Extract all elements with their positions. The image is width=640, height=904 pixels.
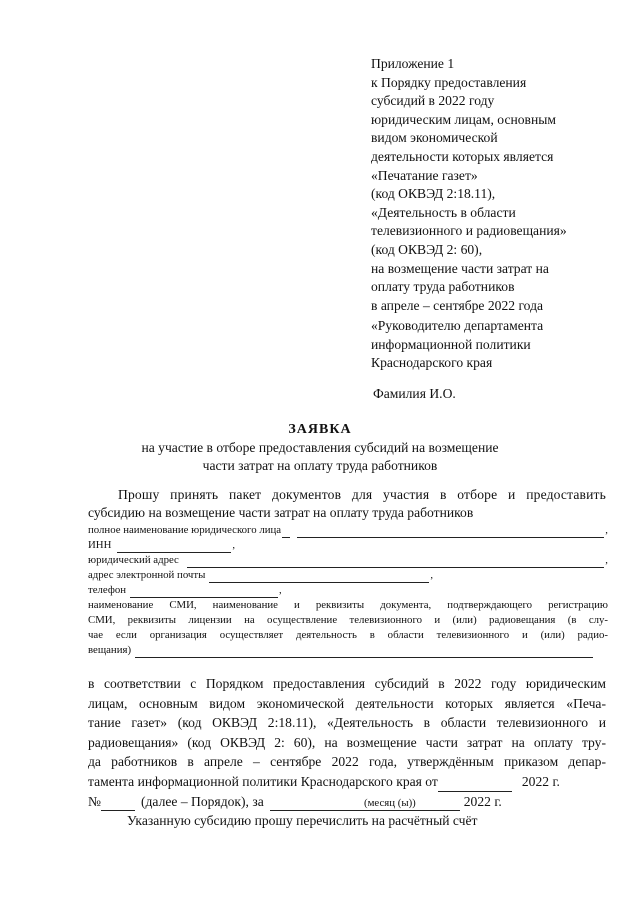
appendix-line: оплату труда работников [371, 279, 515, 295]
comma: , [430, 569, 434, 581]
appendix-line: субсидий в 2022 году [371, 93, 495, 109]
phone-row [88, 583, 608, 598]
body-line: да работников в апреле – сентябре 2022 года, утверждённым приказом депар- [88, 754, 606, 770]
appendix-line: в апреле – сентябре 2022 года [371, 297, 544, 313]
intro-line: субсидию на возмещение части затрат на оплату труда работников [88, 505, 474, 520]
smi-block [88, 598, 608, 658]
full-name-label: полное наименование юридического лица [88, 524, 282, 536]
body-line: в соответствии с Порядком предоставления субсидий в 2022 году юридическим [88, 676, 606, 691]
body-line: лицам, основным видом экономической деятельности которых является «Печа- [88, 695, 606, 711]
smi-line: чае если организация осуществляет деятельность в области телевизионного и (или) радио- [88, 629, 608, 641]
comma: , [279, 584, 282, 596]
legal-address-field[interactable] [187, 556, 604, 568]
addressee-block [371, 317, 621, 373]
legal-address-label: юридический адрес [88, 554, 179, 566]
body-line-order [88, 772, 606, 792]
comma: , [232, 539, 236, 551]
applicant-form [88, 523, 608, 658]
appendix-line: (код ОКВЭД 2:18.11), [371, 186, 496, 202]
appendix-line: телевизионного и радиовещания» [371, 223, 567, 239]
addressee-line: Краснодарского края [371, 355, 493, 371]
document-subtitle [0, 439, 640, 475]
appendix-line: к Порядку предоставления [371, 74, 527, 90]
phone-label: телефон [88, 584, 126, 596]
addressee-line: «Руководителю департамента [371, 318, 544, 333]
inn-field[interactable] [117, 541, 231, 553]
phone-field[interactable] [130, 586, 278, 598]
month-hint: (месяц (ы)) [364, 797, 416, 809]
inn-row [88, 538, 608, 553]
full-name-field[interactable] [297, 526, 604, 538]
smi-field[interactable] [135, 646, 593, 658]
comma: , [605, 524, 608, 536]
inn-label: ИНН [88, 539, 112, 551]
order-text: тамента информационной политики Краснодарского края от [88, 773, 438, 789]
subtitle-line: части затрат на оплату труда работников [202, 458, 438, 473]
document-title: ЗАЯВКА [288, 422, 352, 437]
appendix-line: видом экономической [371, 130, 498, 146]
appendix-line: на возмещение части затрат на [371, 260, 549, 276]
smi-last-label: вещания) [88, 644, 132, 656]
period-text: (далее – Порядок), за [140, 793, 264, 809]
email-field[interactable] [209, 571, 429, 583]
email-label: адрес электронной почты [88, 569, 206, 581]
order-year: 2022 г. [521, 773, 560, 789]
appendix-line: (код ОКВЭД 2: 60), [371, 241, 483, 257]
legal-address-row [88, 553, 608, 568]
smi-line: СМИ, реквизиты лицензии на осуществление телевизионного и (или) радиовещания (в слу- [88, 614, 608, 626]
appendix-line: юридическим лицам, основным [371, 111, 556, 127]
smi-last-row [88, 643, 608, 658]
appendix-line: Приложение 1 [371, 56, 455, 71]
comma: , [605, 554, 608, 566]
order-number-field[interactable] [101, 796, 135, 811]
appendix-block [371, 55, 621, 315]
appendix-line: «Печатание газет» [371, 167, 478, 183]
addressee-line: информационной политики [371, 336, 531, 352]
body-line: радиовещания» (код ОКВЭД 2: 60), на возмещение части затрат на оплату тру- [88, 734, 606, 750]
subtitle-line: на участие в отборе предоставления субсидий на возмещение [141, 440, 499, 455]
appendix-line: «Деятельность в области [371, 204, 516, 220]
closing-line: Указанную субсидию прошу перечислить на расчётный счёт [127, 813, 478, 828]
number-sign: № [88, 793, 101, 809]
appendix-line: деятельности которых является [371, 148, 554, 164]
period-year: 2022 г. [463, 793, 502, 809]
body-line-period [88, 792, 606, 812]
smi-line: наименование СМИ, наименование и реквизиты документа, подтверждающего регистрацию [88, 599, 608, 611]
signer-name: Фамилия И.О. [373, 386, 456, 401]
spacer [282, 526, 290, 538]
intro-paragraph [88, 486, 606, 522]
intro-line: Прошу принять пакет документов для участия в отборе и предоставить [118, 487, 606, 502]
email-row [88, 568, 608, 583]
body-paragraph [88, 674, 606, 811]
order-date-field[interactable] [438, 777, 512, 792]
full-name-row [88, 523, 608, 538]
body-line: тание газет» (код ОКВЭД 2:18.11), «Деятельность в области телевизионного и [88, 715, 606, 731]
